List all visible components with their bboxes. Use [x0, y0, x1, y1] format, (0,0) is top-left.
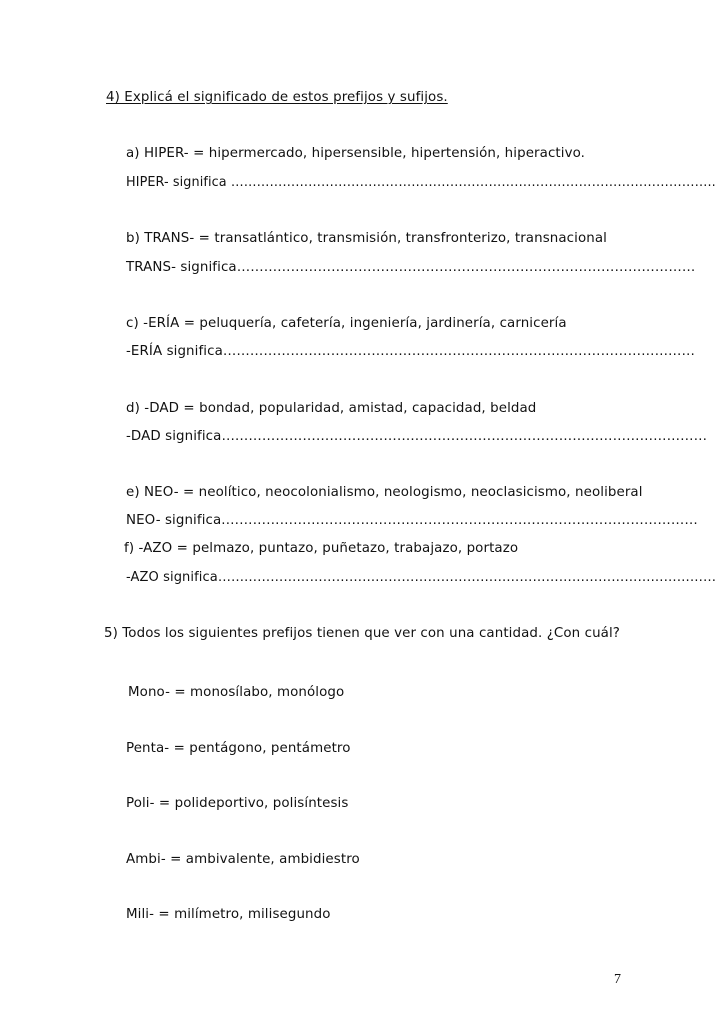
item-f-prompt: -AZO significa……………………………………………………………………………………………………	[126, 570, 717, 585]
item-d-examples: d) -DAD = bondad, popularidad, amistad, capacidad, beldad	[126, 401, 537, 416]
item-b-examples: b) TRANS- = transatlántico, transmisión, transfronterizo, transnacional	[126, 231, 607, 246]
item-d-prompt: -DAD significa………………………………………………………………………………………………	[126, 429, 708, 444]
item-e-examples: e) NEO- = neolítico, neocolonialismo, neologismo, neoclasicismo, neoliberal	[126, 485, 643, 500]
page-number: 7	[614, 972, 621, 987]
section-4-heading: 4) Explicá el significado de estos prefijos y sufijos.	[106, 90, 448, 105]
item-f-examples: f) -AZO = pelmazo, puntazo, puñetazo, trabajazo, portazo	[124, 541, 519, 556]
prefix-item-penta: Penta- = pentágono, pentámetro	[126, 741, 351, 756]
prefix-item-mili: Mili- = milímetro, milisegundo	[126, 907, 331, 922]
section-5-heading: 5) Todos los siguientes prefijos tienen que ver con una cantidad. ¿Con cuál?	[104, 626, 620, 641]
item-c-examples: c) -ERÍA = peluquería, cafetería, ingeniería, jardinería, carnicería	[126, 316, 567, 331]
prefix-item-poli: Poli- = polideportivo, polisíntesis	[126, 796, 349, 811]
item-b-prompt: TRANS- significa…………………………………………………………………………………………	[126, 260, 696, 275]
item-a-prompt: HIPER- significa …………………………………………………………………………………………………..	[126, 175, 716, 190]
item-a-examples: a) HIPER- = hipermercado, hipersensible, hipertensión, hiperactivo.	[126, 146, 586, 161]
prefix-item-ambi: Ambi- = ambivalente, ambidiestro	[126, 852, 360, 867]
item-c-prompt: -ERÍA significa……………………………………………………………………………………………	[126, 344, 696, 359]
prefix-item-mono: Mono- = monosílabo, monólogo	[128, 685, 345, 700]
item-e-prompt: NEO- significa.……………………………………………………………………………………………	[126, 513, 698, 528]
